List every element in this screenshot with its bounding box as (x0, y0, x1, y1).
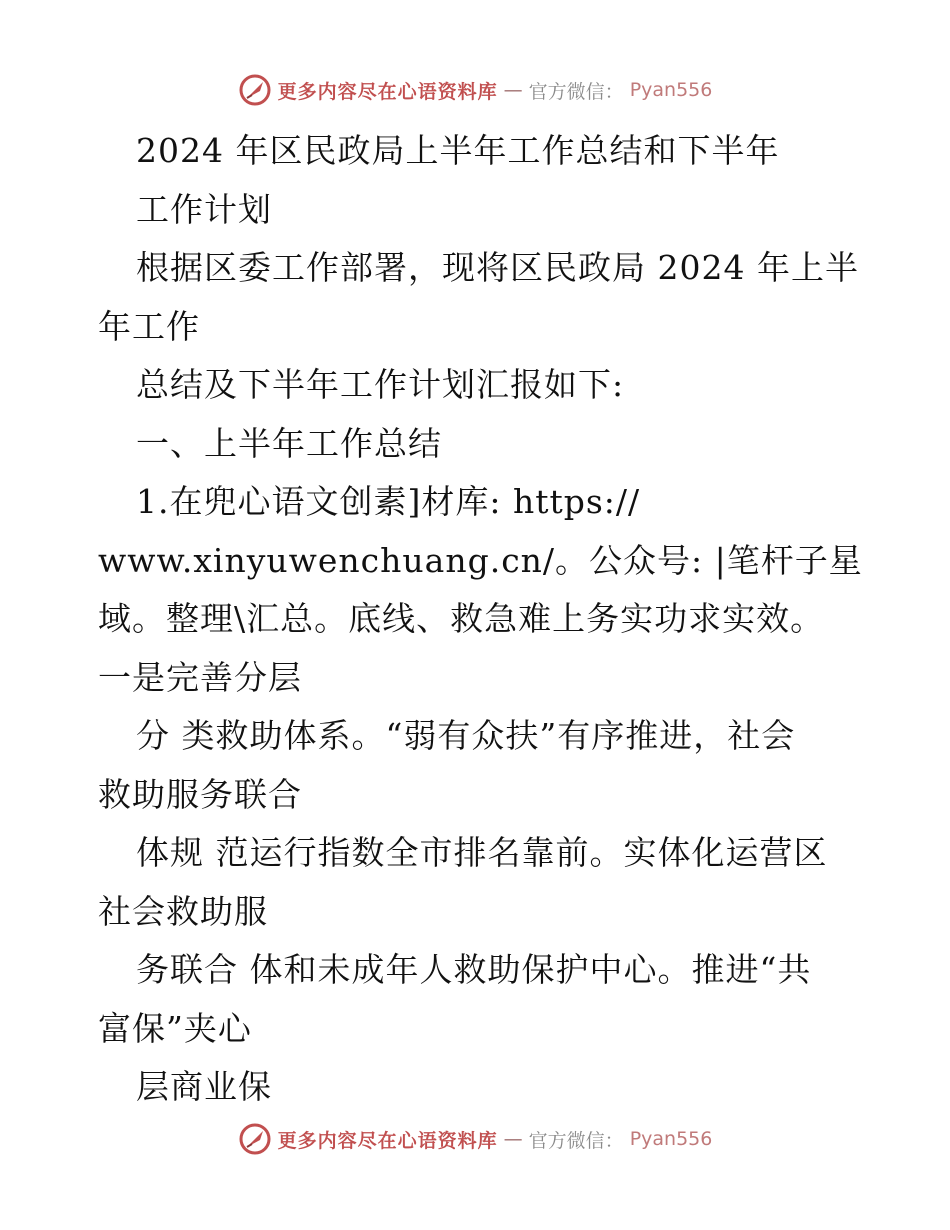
paragraph-line: 分 类救助体系。“弱有众扶”有序推进，社会 (136, 716, 796, 755)
header-watermark (0, 73, 950, 107)
quill-pen-logo-icon (238, 73, 272, 107)
watermark-separator: — (503, 1128, 523, 1150)
paragraph-line: 救助服务联合 (98, 774, 302, 814)
watermark-separator: — (503, 79, 523, 101)
document-body (98, 122, 863, 1117)
paragraph-line: 层商业保 (136, 1067, 272, 1106)
paragraph-line: 一是完善分层 (98, 657, 302, 697)
watermark-wechat-label: 官方微信： (528, 80, 624, 103)
watermark-brand: 更多内容尽在心语资料库 (277, 1129, 498, 1152)
paragraph-line: 年工作 (98, 306, 200, 346)
quill-pen-logo-icon (238, 1122, 272, 1156)
paragraph-line: 务联合 体和未成年人救助保护中心。推进“共 (136, 950, 812, 989)
watermark-brand: 更多内容尽在心语资料库 (277, 80, 498, 103)
document-title-line-2: 工作计划 (136, 189, 272, 229)
paragraph-line: 1.在兜心语文创素]材库: https:// (136, 482, 641, 521)
paragraph-line: 根据区委工作部署，现将区民政局 2024 年上半 (136, 248, 859, 287)
paragraph-line: 体规 范运行指数全市排名靠前。实体化运营区 (136, 833, 828, 872)
paragraph-line: www.xinyuwenchuang.cn/。公众号: |笔杆子星 (98, 540, 863, 580)
footer-watermark (0, 1122, 950, 1156)
paragraph-line: 社会救助服 (98, 891, 268, 931)
paragraph-line: 富保”夹心 (98, 1008, 252, 1048)
paragraph-line: 域。整理\汇总。底线、救急难上务实功求实效。 (98, 599, 825, 638)
watermark-wechat-id: Pyan556 (629, 79, 713, 101)
section-heading: 一、上半年工作总结 (136, 423, 442, 463)
paragraph-line: 总结及下半年工作计划汇报如下: (136, 365, 625, 404)
watermark-wechat-id: Pyan556 (629, 1128, 713, 1150)
watermark-wechat-label: 官方微信： (528, 1129, 624, 1152)
document-title-line-1: 2024 年区民政局上半年工作总结和下半年 (136, 131, 780, 170)
